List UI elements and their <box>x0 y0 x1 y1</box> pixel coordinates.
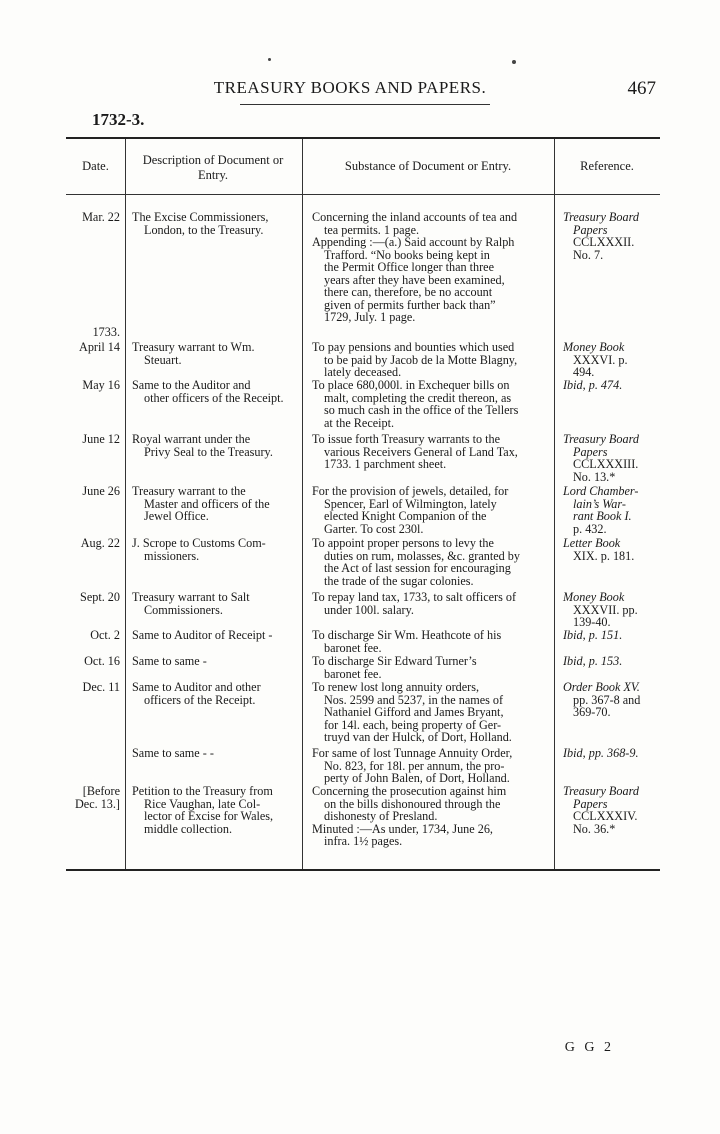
substance-line: 1729, July. 1 page. <box>324 310 416 324</box>
row-description <box>132 485 296 523</box>
signature-mark: G G 2 <box>564 1040 614 1055</box>
substance-line: so much cash in the office of the Tellers <box>324 403 519 417</box>
substance-line: there can, therefore, be no account <box>324 285 493 299</box>
description-line: Commissioners. <box>144 602 223 617</box>
year-label: 1733. <box>92 325 120 339</box>
speck <box>268 58 271 61</box>
substance-line: To appoint proper persons to levy the <box>312 536 494 550</box>
running-title: TREASURY BOOKS AND PAPERS. <box>213 78 487 97</box>
reference-line: rant Book I. <box>573 509 632 523</box>
description-line: Treasury warrant to Salt <box>132 590 250 604</box>
reference-line: Ibid, pp. 368-9. <box>563 746 639 760</box>
row-substance <box>312 433 548 471</box>
row-reference <box>563 681 653 719</box>
substance-line: To renew lost long annuity orders, <box>312 680 480 694</box>
substance-line: years after they have been examined, <box>324 272 505 287</box>
column-header-substance: Substance of Document or Entry. <box>344 159 512 173</box>
reference-line: XXXVII. pp. <box>573 602 638 617</box>
year-heading: 1732-3. <box>92 110 145 129</box>
substance-line: elected Knight Companion of the <box>324 509 487 523</box>
reference-line: XXXVI. p. <box>573 352 628 367</box>
substance-line: perty of John Balen, of Dort, Holland. <box>324 771 510 785</box>
page-number: 467 <box>627 78 656 99</box>
description-line: Master and officers of the <box>144 496 270 511</box>
substance-line: Concerning the inland accounts of tea and <box>312 210 518 224</box>
description-line: Same to same - <box>132 654 207 668</box>
substance-line: lately deceased. <box>324 365 402 379</box>
running-head <box>0 78 720 102</box>
reference-line: CCLXXXII. <box>573 235 635 249</box>
description-line: Petition to the Treasury from <box>132 784 273 798</box>
reference-line: Money Book <box>563 340 625 354</box>
reference-line: Papers <box>573 796 608 811</box>
row-date: Sept. 20 <box>80 590 120 604</box>
row-substance <box>312 785 548 848</box>
row-description <box>132 785 296 835</box>
speck <box>512 60 516 64</box>
description-line: Same to same - - <box>132 746 214 760</box>
substance-line: To place 680,000l. in Exchequer bills on <box>312 378 510 392</box>
substance-line: Appending :—(a.) Said account by Ralph <box>312 235 515 249</box>
row-reference <box>563 379 653 392</box>
reference-line: lain’s War- <box>573 496 626 511</box>
substance-line: on the bills dishonoured through the <box>324 796 501 811</box>
reference-line: Papers <box>573 444 608 459</box>
description-line: officers of the Receipt. <box>144 692 256 707</box>
row-date: Dec. 11 <box>82 680 120 694</box>
substance-line: infra. 1½ pages. <box>324 834 403 848</box>
reference-line: 369-70. <box>573 705 611 719</box>
substance-line: the Permit Office longer than three <box>324 260 494 274</box>
header-rule <box>66 194 660 195</box>
row-reference <box>563 537 653 562</box>
row-description <box>132 433 296 458</box>
reference-line: Ibid, p. 153. <box>563 654 623 668</box>
substance-line: duties on rum, molasses, &c. granted by <box>324 548 520 563</box>
reference-line: Ibid, p. 474. <box>563 378 623 392</box>
description-line: other officers of the Receipt. <box>144 390 284 405</box>
substance-line: to be paid by Jacob de la Motte Blagny, <box>324 352 518 367</box>
row-date: June 26 <box>82 484 120 498</box>
column-divider <box>302 139 303 869</box>
row-description <box>132 341 296 366</box>
row-reference <box>563 433 653 483</box>
substance-line: baronet fee. <box>324 640 382 655</box>
reference-line: Papers <box>573 222 608 237</box>
row-reference <box>563 655 653 668</box>
row-substance <box>312 629 548 654</box>
description-line: Royal warrant under the <box>132 432 251 446</box>
substance-line: To pay pensions and bounties which used <box>312 340 515 354</box>
reference-line: Ibid, p. 151. <box>563 628 623 642</box>
substance-line: dishonesty of Presland. <box>324 809 438 823</box>
row-date: [Before Dec. 13.] <box>74 784 120 811</box>
reference-line: p. 432. <box>573 521 607 536</box>
substance-line: To repay land tax, 1733, to salt officers of <box>312 590 517 604</box>
reference-line: Order Book XV. <box>563 680 640 694</box>
description-line: The Excise Commissioners, <box>132 210 269 224</box>
substance-line: truyd van der Hulck, of Dort, Holland. <box>324 730 512 744</box>
substance-line: For the provision of jewels, detailed, for <box>312 484 509 498</box>
column-header-description: Description of Document or Entry. <box>142 153 284 182</box>
substance-line: given of permits further back than” <box>324 297 496 312</box>
description-line: Treasury warrant to Wm. <box>132 340 255 354</box>
substance-line: Nos. 2599 and 5237, in the names of <box>324 692 504 707</box>
description-line: London, to the Treasury. <box>144 222 264 237</box>
row-substance <box>312 211 548 324</box>
reference-line: 139-40. <box>573 615 611 629</box>
row-substance <box>312 537 548 587</box>
substance-line: Concerning the prosecution against him <box>312 784 507 798</box>
column-header-reference: Reference. <box>580 159 634 173</box>
substance-line: at the Receipt. <box>324 415 395 430</box>
row-date: Mar. 22 <box>82 210 120 224</box>
row-reference <box>563 341 653 379</box>
row-description <box>132 655 296 668</box>
row-date: June 12 <box>82 432 120 446</box>
title-rule <box>240 104 490 105</box>
description-line: Steuart. <box>144 352 182 367</box>
substance-line: Minuted :—As under, 1734, June 26, <box>312 821 493 836</box>
substance-line: For same of lost Tunnage Annuity Order, <box>312 746 513 760</box>
substance-line: for 14l. each, being property of Ger- <box>324 717 502 732</box>
reference-line: 494. <box>573 365 595 379</box>
reference-line: Treasury Board <box>563 432 639 446</box>
row-description <box>132 747 296 760</box>
column-divider <box>554 139 555 869</box>
row-date: May 16 <box>82 378 120 392</box>
row-substance <box>312 681 548 744</box>
row-description <box>132 629 296 642</box>
row-reference <box>563 785 653 835</box>
substance-line: under 100l. salary. <box>324 602 414 617</box>
description-line: middle collection. <box>144 821 232 836</box>
reference-line: Treasury Board <box>563 784 639 798</box>
reference-line: No. 36.* <box>573 821 616 836</box>
row-date: Oct. 2 <box>90 628 120 642</box>
row-substance <box>312 485 548 535</box>
substance-line: the trade of the sugar colonies. <box>324 573 474 588</box>
reference-line: No. 13.* <box>573 469 616 484</box>
column-divider <box>125 139 126 869</box>
reference-line: Money Book <box>563 590 625 604</box>
description-line: Jewel Office. <box>144 509 209 523</box>
column-header-date: Date. <box>82 159 109 173</box>
description-line: Same to the Auditor and <box>132 378 251 392</box>
reference-line: Lord Chamber- <box>563 484 639 498</box>
reference-line: Treasury Board <box>563 210 639 224</box>
row-reference <box>563 629 653 642</box>
row-substance <box>312 591 548 616</box>
substance-line: 1733. 1 parchment sheet. <box>324 457 447 471</box>
substance-line: To discharge Sir Wm. Heathcote of his <box>312 628 502 642</box>
description-line: Rice Vaughan, late Col- <box>144 796 261 811</box>
description-line: missioners. <box>144 548 200 563</box>
reference-line: CCLXXXIII. <box>573 457 639 471</box>
row-description <box>132 379 296 404</box>
row-description <box>132 211 296 236</box>
row-reference <box>563 485 653 535</box>
substance-line: Trafford. “No books being kept in <box>324 247 490 262</box>
reference-line: Letter Book <box>563 536 621 550</box>
substance-line: No. 823, for 18l. per annum, the pro- <box>324 758 505 773</box>
row-description <box>132 681 296 706</box>
row-date: Aug. 22 <box>80 536 120 550</box>
substance-line: malt, completing the credit thereon, as <box>324 390 512 405</box>
row-reference <box>563 747 653 760</box>
row-substance <box>312 379 548 429</box>
row-substance <box>312 341 548 379</box>
description-line: Privy Seal to the Treasury. <box>144 444 273 459</box>
substance-line: Nathaniel Gifford and James Bryant, <box>324 705 504 719</box>
reference-line: No. 7. <box>573 247 604 262</box>
row-substance <box>312 747 548 785</box>
substance-line: various Receivers General of Land Tax, <box>324 444 518 459</box>
substance-line: To discharge Sir Edward Turner’s <box>312 654 477 668</box>
row-reference <box>563 591 653 629</box>
description-line: Same to Auditor of Receipt - <box>132 628 273 642</box>
substance-line: Garter. To cost 230l. <box>324 521 424 536</box>
row-reference <box>563 211 653 261</box>
substance-line: tea permits. 1 page. <box>324 222 420 237</box>
row-date: Oct. 16 <box>84 654 120 668</box>
description-line: Treasury warrant to the <box>132 484 246 498</box>
entries-table <box>66 137 660 871</box>
description-line: Same to Auditor and other <box>132 680 261 694</box>
reference-line: XIX. p. 181. <box>573 548 635 563</box>
substance-line: To issue forth Treasury warrants to the <box>312 432 501 446</box>
row-date: April 14 <box>79 340 120 354</box>
row-description <box>132 591 296 616</box>
reference-line: pp. 367-8 and <box>573 692 641 707</box>
description-line: J. Scrope to Customs Com- <box>132 536 266 550</box>
reference-line: CCLXXXIV. <box>573 809 638 823</box>
substance-line: baronet fee. <box>324 666 382 681</box>
row-substance <box>312 655 548 680</box>
description-line: lector of Excise for Wales, <box>144 809 274 823</box>
substance-line: Spencer, Earl of Wilmington, lately <box>324 496 497 511</box>
substance-line: the Act of last session for encouraging <box>324 561 511 575</box>
row-description <box>132 537 296 562</box>
